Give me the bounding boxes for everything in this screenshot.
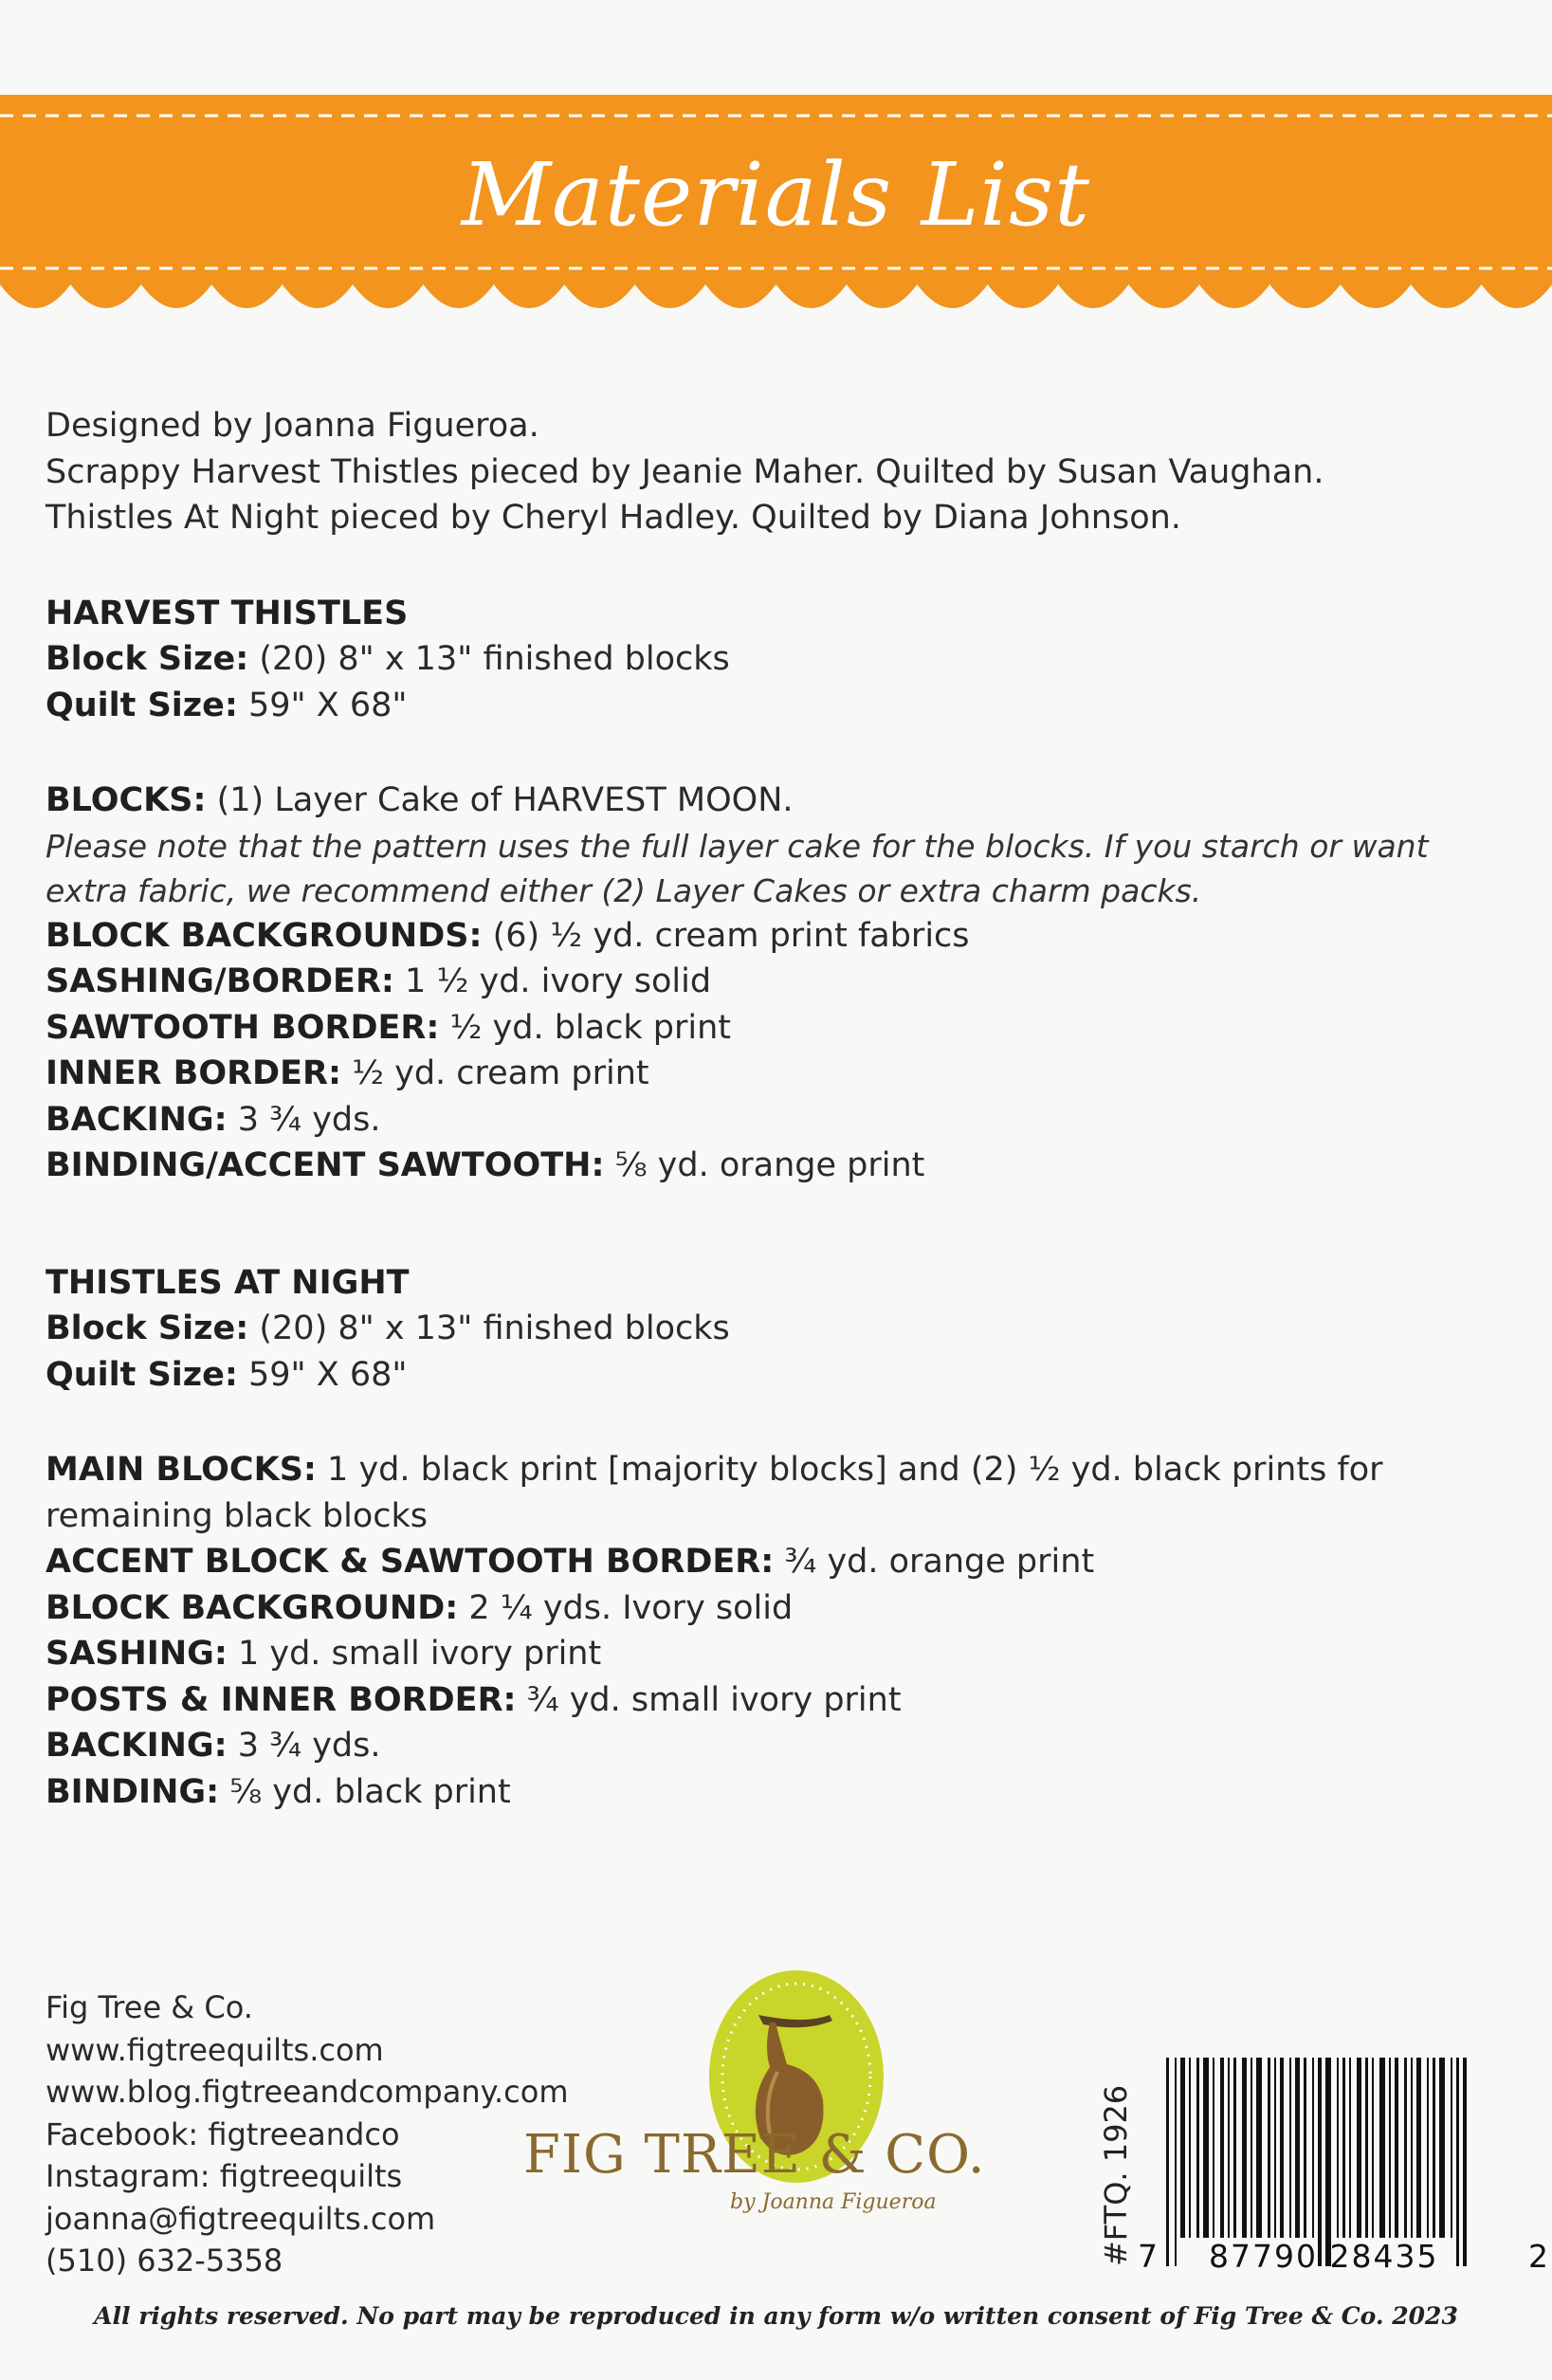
barcode-bar bbox=[1180, 2058, 1185, 2238]
label: Block Size: bbox=[46, 640, 249, 678]
label: BACKING: bbox=[46, 1100, 228, 1139]
label: Quilt Size: bbox=[46, 1355, 238, 1394]
barcode-bar bbox=[1268, 2058, 1270, 2238]
barcode-bar bbox=[1439, 2058, 1445, 2238]
harvest-note-line: extra fabric, we recommend either (2) Layer Cakes or extra charm packs. bbox=[46, 871, 1202, 909]
credit-line: Thistles At Night pieced by Cheryl Hadley. Quilted by Diana Johnson. bbox=[46, 499, 1181, 537]
barcode-bar bbox=[1325, 2058, 1331, 2266]
barcode-bar bbox=[1427, 2058, 1429, 2238]
website-link[interactable]: www.figtreequilts.com bbox=[46, 2031, 384, 2068]
copyright-footer: All rights reserved. No part may be reproduced in any form w/o written consent of Fig Tree & Co. 2023 bbox=[94, 2302, 1458, 2330]
barcode-digits: 87790 28435 bbox=[1209, 2238, 1439, 2275]
material-item bbox=[46, 1585, 1506, 1632]
barcode-bar bbox=[1304, 2058, 1306, 2238]
value: 1 yd. black print [majority blocks] and (2) ½ yd. black prints for bbox=[316, 1451, 1383, 1489]
barcode-bar bbox=[1337, 2058, 1339, 2238]
barcode-bar bbox=[1416, 2058, 1421, 2238]
phone-number: (510) 632-5358 bbox=[46, 2243, 283, 2279]
barcode-bar bbox=[1312, 2058, 1314, 2238]
barcode-bar bbox=[1213, 2058, 1214, 2238]
harvest-blocks bbox=[46, 778, 1506, 824]
barcode-bar bbox=[1411, 2058, 1413, 2238]
label: BLOCKS: bbox=[46, 781, 207, 819]
harvest-note-line: Please note that the pattern uses the full layer cake for the blocks. If you starch or want bbox=[46, 827, 1429, 865]
facebook-handle: Facebook: figtreeandco bbox=[46, 2115, 400, 2152]
barcode-bar bbox=[1203, 2058, 1209, 2238]
company-name: Fig Tree & Co. bbox=[46, 1989, 253, 2025]
value: ¾ yd. small ivory print bbox=[516, 1680, 902, 1719]
value: 2 ¼ yds. Ivory solid bbox=[458, 1588, 794, 1627]
materials-content bbox=[46, 403, 1506, 1815]
value: ½ yd. black print bbox=[439, 1008, 731, 1047]
instagram-handle: Instagram: figtreequilts bbox=[46, 2158, 403, 2194]
barcode-bar bbox=[1196, 2058, 1199, 2238]
night-main-blocks-cont: remaining black blocks bbox=[46, 1496, 428, 1535]
material-item bbox=[46, 913, 1506, 960]
barcode-bar bbox=[1233, 2058, 1236, 2238]
section-heading-night: THISTLES AT NIGHT bbox=[46, 1263, 410, 1302]
value: 1 ½ yd. ivory solid bbox=[393, 962, 712, 1000]
value: (20) 8" x 13" finished blocks bbox=[248, 1309, 730, 1347]
email-link[interactable]: joanna@figtreequilts.com bbox=[46, 2200, 436, 2237]
barcode-bar bbox=[1256, 2058, 1262, 2238]
label: Quilt Size: bbox=[46, 686, 238, 724]
label: SAWTOOTH BORDER: bbox=[46, 1008, 440, 1047]
material-item bbox=[46, 1051, 1506, 1097]
barcode-bar bbox=[1372, 2058, 1374, 2238]
barcode-bar bbox=[1389, 2058, 1391, 2238]
value: 59" X 68" bbox=[237, 686, 408, 724]
label: BLOCK BACKGROUNDS: bbox=[46, 916, 483, 955]
value: ¾ yd. orange print bbox=[774, 1543, 1095, 1581]
label: MAIN BLOCKS: bbox=[46, 1451, 317, 1489]
barcode-bar bbox=[1280, 2058, 1284, 2238]
barcode-bar bbox=[1404, 2058, 1407, 2238]
barcode-bar bbox=[1395, 2058, 1398, 2238]
credit-line: Scrappy Harvest Thistles pieced by Jeanie Maher. Quilted by Susan Vaughan. bbox=[46, 452, 1324, 491]
barcode-bar bbox=[1166, 2058, 1169, 2266]
label: SASHING: bbox=[46, 1635, 228, 1673]
material-item bbox=[46, 1631, 1506, 1677]
material-item bbox=[46, 1539, 1506, 1585]
value: ⅝ yd. orange print bbox=[604, 1146, 925, 1184]
barcode-bar bbox=[1342, 2058, 1345, 2238]
value: ⅝ yd. black print bbox=[219, 1772, 511, 1811]
label: SASHING/BORDER: bbox=[46, 962, 394, 1000]
label: Block Size: bbox=[46, 1309, 249, 1347]
barcode-bar bbox=[1456, 2058, 1459, 2266]
barcode-bar bbox=[1274, 2058, 1276, 2238]
barcode-bar bbox=[1463, 2058, 1467, 2266]
value: 3 ¾ yds. bbox=[227, 1727, 381, 1765]
material-item bbox=[46, 1005, 1506, 1052]
material-item bbox=[46, 1769, 1506, 1816]
night-main-blocks bbox=[46, 1447, 1506, 1493]
barcode-bar bbox=[1433, 2058, 1435, 2238]
label: BACKING: bbox=[46, 1727, 228, 1765]
value: (20) 8" x 13" finished blocks bbox=[248, 640, 730, 678]
logo-wordmark: FIG TREE & CO. bbox=[523, 2124, 986, 2186]
section-heading-harvest: HARVEST THISTLES bbox=[46, 594, 409, 632]
barcode-bar bbox=[1357, 2058, 1361, 2238]
barcode-bar bbox=[1379, 2058, 1385, 2238]
value: 59" X 68" bbox=[237, 1355, 408, 1394]
harvest-quilt-size bbox=[46, 683, 1506, 729]
harvest-block-size bbox=[46, 636, 1506, 683]
barcode-bar bbox=[1228, 2058, 1230, 2238]
logo-byline: by Joanna Figueroa bbox=[730, 2190, 937, 2214]
material-item bbox=[46, 1143, 1506, 1189]
value: 1 yd. small ivory print bbox=[227, 1635, 602, 1673]
barcode-bar bbox=[1318, 2058, 1322, 2266]
barcode-bar bbox=[1175, 2058, 1177, 2266]
contact-info bbox=[46, 1986, 569, 2282]
label: BINDING: bbox=[46, 1772, 220, 1811]
label: ACCENT BLOCK & SAWTOOTH BORDER: bbox=[46, 1543, 775, 1581]
material-item bbox=[46, 1677, 1506, 1724]
material-item bbox=[46, 1723, 1506, 1769]
barcode-bar bbox=[1349, 2058, 1351, 2238]
value: (1) Layer Cake of HARVEST MOON. bbox=[206, 781, 794, 819]
header-banner bbox=[0, 95, 1552, 313]
barcode-bar bbox=[1220, 2058, 1224, 2238]
barcode-right-digit: 2 bbox=[1528, 2238, 1548, 2275]
page-title: Materials List bbox=[461, 144, 1091, 246]
blog-link[interactable]: www.blog.figtreeandcompany.com bbox=[46, 2074, 569, 2110]
label: INNER BORDER: bbox=[46, 1054, 341, 1092]
barcode-bar bbox=[1242, 2058, 1247, 2238]
material-item bbox=[46, 1097, 1506, 1144]
label: BLOCK BACKGROUND: bbox=[46, 1588, 459, 1627]
barcode-bar bbox=[1451, 2058, 1452, 2238]
barcode-bar bbox=[1189, 2058, 1191, 2238]
value: (6) ½ yd. cream print fabrics bbox=[482, 916, 970, 955]
night-quilt-size bbox=[46, 1352, 1506, 1399]
night-block-size bbox=[46, 1306, 1506, 1352]
barcode-bar bbox=[1251, 2058, 1252, 2238]
credit-line: Designed by Joanna Figueroa. bbox=[46, 407, 539, 445]
label: POSTS & INNER BORDER: bbox=[46, 1680, 517, 1719]
label: BINDING/ACCENT SAWTOOTH: bbox=[46, 1146, 605, 1184]
barcode-bar bbox=[1295, 2058, 1300, 2238]
barcode-bar bbox=[1365, 2058, 1368, 2238]
value: 3 ¾ yds. bbox=[227, 1100, 381, 1139]
value: ½ yd. cream print bbox=[340, 1054, 649, 1092]
barcode-left-digit: 7 bbox=[1138, 2238, 1158, 2275]
barcode-bar bbox=[1289, 2058, 1291, 2238]
sku-label: #FTQ. 1926 bbox=[1098, 2084, 1134, 2266]
material-item bbox=[46, 959, 1506, 1005]
